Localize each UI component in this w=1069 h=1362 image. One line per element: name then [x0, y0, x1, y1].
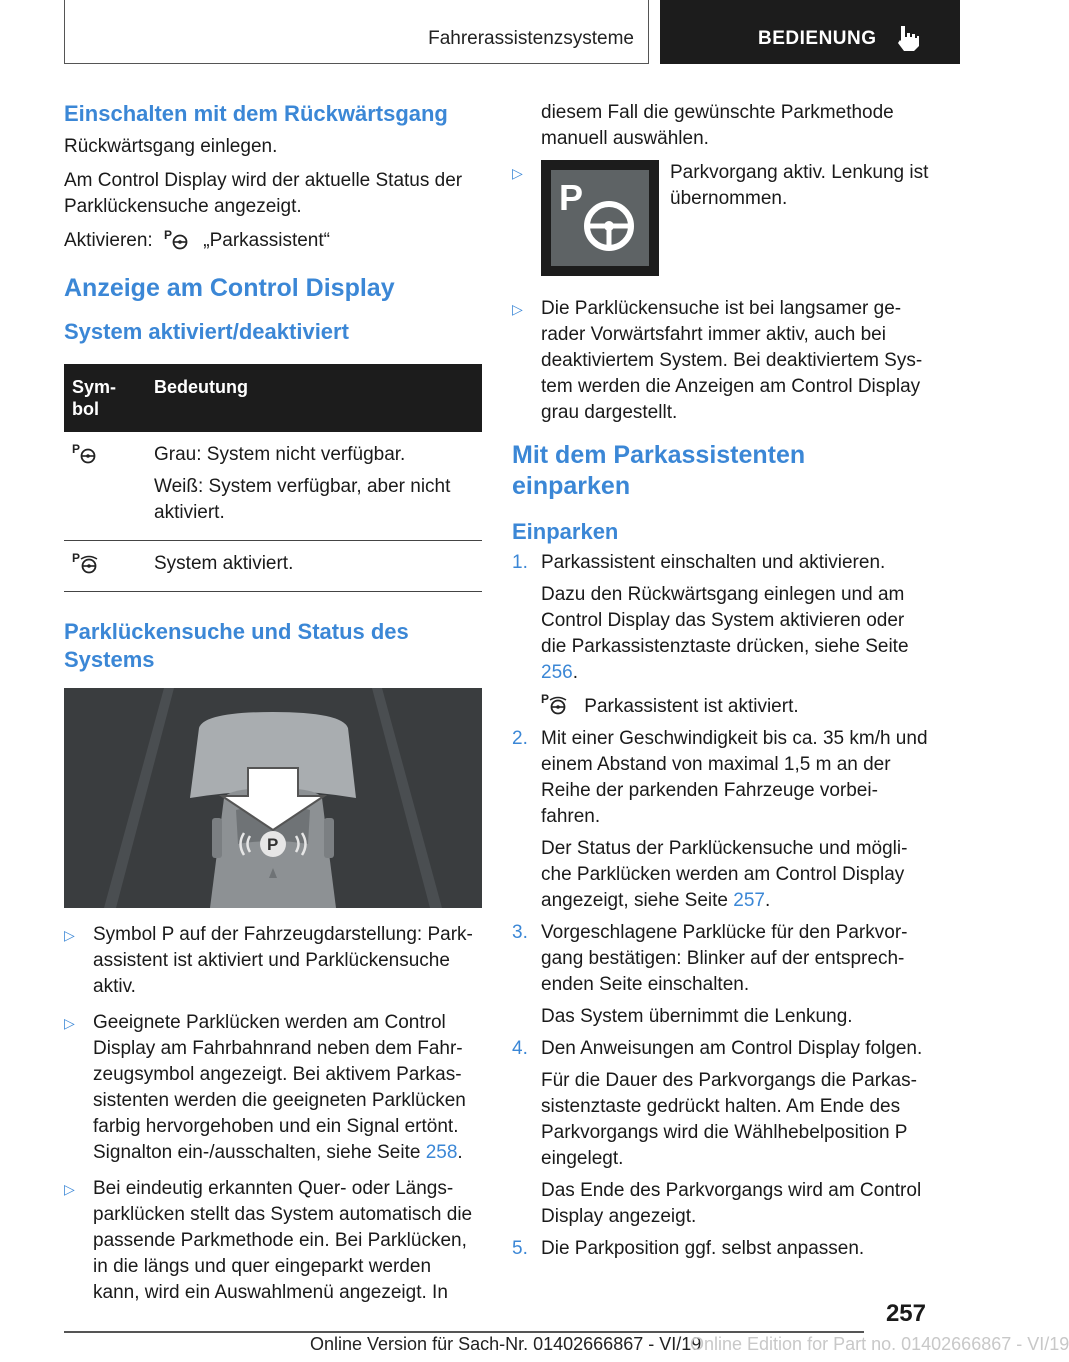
list-item: ▷ Geeignete Parklücken werden am Control Display am Fahrbahnrand neben dem Fahr-zeugsymbol angezeigt. Bei aktivem Parkas-sistenten werden die geeigneten Parklücken farbig hervorgehoben und ein Signal ertönt. Signalton ein-/ausschalten, siehe Seite 258. — [64, 1012, 466, 1163]
list-item: ▷ Die Parklückensuche ist bei langsamer ge-rader Vorwärtsfahrt immer aktiv, auch bei deaktiviertem System. Bei deaktiviertem Sys-tem werden die Anzeigen am Control Display grau dargestellt. — [512, 298, 923, 423]
park-assist-icon — [164, 228, 190, 250]
table-row — [64, 541, 482, 592]
list-item: 1. Parkassistent einschalten und aktivieren. Dazu den Rückwärtsgang einlegen und am Control Display das System aktivieren oder die Parkassistenztaste drücken, siehe Seite 256. P Parkassistent ist aktiviert. — [512, 552, 909, 717]
paragraph-continued: diesem Fall die gewünschte Parkmethode manuell auswählen. — [541, 102, 894, 149]
left-column — [64, 100, 482, 1316]
footer-version-text: Online Version für Sach-Nr. 01402666867 - VI/19 — [310, 1334, 702, 1354]
svg-text:P: P — [541, 692, 550, 706]
park-assist-steering-icon — [541, 160, 659, 276]
search-bullet-list — [512, 296, 930, 426]
list-item: 5. Die Parkposition ggf. selbst anpassen. — [512, 1238, 865, 1259]
svg-text:P: P — [559, 177, 584, 218]
list-item: 2. Mit einer Geschwindigkeit bis ca. 35 km/h und einem Abstand von maximal 1,5 m an der Reihe der parkenden Fahrzeuge vorbei-fahren. Der Status der Parklückensuche und mögli-che Parklücken werden am Control Display angezeigt, siehe Seite 257. — [512, 728, 928, 911]
page-link[interactable]: 257 — [733, 890, 765, 911]
list-item: 4. Den Anweisungen am Control Display folgen. Für die Dauer des Parkvorgangs die Parkas-sistenztaste gedrückt halten. Am Ende des Parkvorgangs wird die Wählhebelposition P eingelegt. Das Ende des Parkvorgangs wird am Control Display angezeigt. — [512, 1038, 923, 1227]
chapter-title: BEDIENUNG — [758, 28, 877, 49]
hand-pointer-icon — [895, 24, 921, 52]
list-item: ▷ Bei eindeutig erkannten Quer- oder Längs-parklücken stellt das System automatisch die passende Parkmethode ein. Bei Parklücken, in die längs und quer eingeparkt werden kann, wird ein Auswahlmenü angezeigt. In — [64, 1178, 473, 1303]
status-bullet-list — [64, 922, 482, 1306]
svg-text:P: P — [267, 835, 279, 854]
page-number: 257 — [885, 1300, 926, 1327]
table-header-meaning: Bedeutung — [146, 364, 482, 432]
steps-list — [512, 550, 930, 1262]
table-cell-text: Weiß: System verfügbar, aber nicht aktiviert. — [154, 476, 451, 523]
page-header — [0, 0, 960, 66]
parking-display-image — [64, 688, 482, 908]
table-header-row — [64, 364, 482, 432]
heading-control-display: Anzeige am Control Display — [64, 274, 395, 302]
car-display-illustration — [64, 688, 482, 908]
page-link[interactable]: 258 — [425, 1142, 458, 1163]
park-assist-active-icon — [72, 551, 102, 575]
park-assist-icon — [72, 442, 98, 464]
paragraph: Am Control Display wird der aktuelle Status der Parklückensuche angezeigt. — [64, 170, 463, 217]
section-title: Fahrerassistenzsysteme — [428, 28, 634, 49]
table-cell-text: Grau: System nicht verfügbar. — [154, 444, 406, 465]
table-row — [64, 432, 482, 541]
heading-parking-search: Parklückensuche und Status des Systems — [64, 619, 409, 672]
heading-system-status: System aktiviert/deaktiviert — [64, 319, 349, 344]
paragraph: Rückwärtsgang einlegen. — [64, 136, 278, 157]
footer-watermark: Online Edition for Part no. 01402666867 - VI/19 — [690, 1334, 1069, 1354]
svg-text:P: P — [72, 442, 81, 456]
right-column — [512, 100, 930, 1268]
footer-divider — [64, 1331, 864, 1333]
chapter-tab — [660, 0, 960, 64]
page-link[interactable]: 256 — [541, 662, 573, 683]
svg-text:P: P — [163, 228, 172, 242]
list-item-text: Parkvorgang aktiv. Lenkung ist übernommen. — [670, 162, 929, 209]
activate-line: Aktivieren: P „Parkassistent“ — [64, 228, 330, 251]
table-cell-text: System aktiviert. — [146, 541, 482, 592]
section-tab — [64, 0, 649, 64]
heading-park-with-assistant: Mit dem Parkassistenten einparken — [512, 441, 806, 500]
park-assist-active-icon — [541, 692, 571, 716]
symbol-table — [64, 364, 482, 592]
heading-reverse-gear: Einschalten mit dem Rückwärtsgang — [64, 101, 448, 126]
heading-einparken: Einparken — [512, 519, 619, 544]
list-item: ▷ Symbol P auf der Fahrzeugdarstellung: Park-assistent ist aktiviert und Parklückensuche aktiv. — [64, 924, 473, 997]
list-item: ▷ P Parkvorgang aktiv. Lenkung ist übernommen. — [512, 160, 930, 278]
table-header-symbol: Sym-bol — [64, 364, 146, 432]
svg-text:P: P — [72, 551, 81, 565]
list-item: 3. Vorgeschlagene Parklücke für den Parkvor-gang bestätigen: Blinker auf der entsprech-enden Seite einschalten. Das System übernimmt die Lenkung. — [512, 922, 908, 1027]
